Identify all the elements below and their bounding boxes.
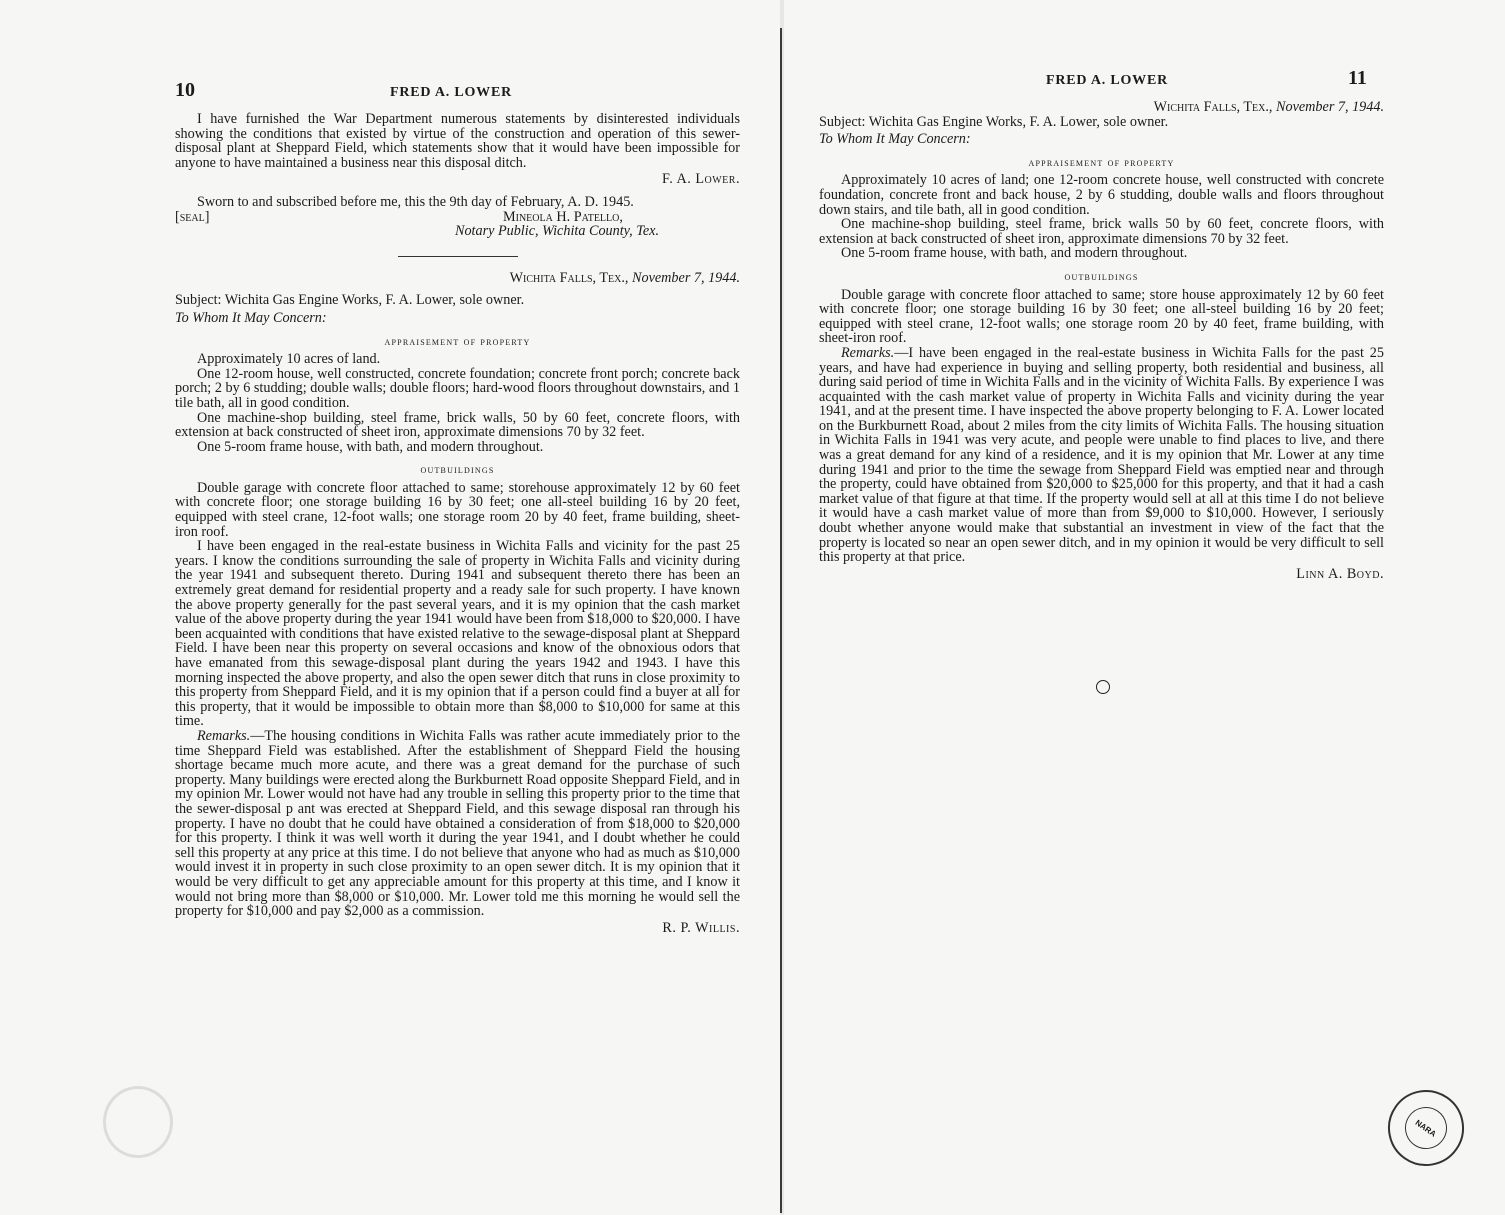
appraisal-line: One 5-room frame house, with bath, and modern throughout. xyxy=(197,438,544,455)
remarks-text: —The housing conditions in Wichita Falls was rather acute immediately prior to the time Sheppard Field was established. After the establishment of Sheppard Field the housing shortage became much more acute, and there was a great demand for the purchase of such property. Many buildings were erected along the Burkburnett Road opposite Sheppard Field, and in my opinion Mr. Lower would not have had any trouble in selling this property prior to the time that the sewer-disposal p ant was erected at Sheppard Field, and this sewage disposal ran through his property. I have no doubt that he could have obtained a consideration of from $18,000 to $20,000 for this property. I think it was well worth it during the year 1941, and I doubt whether he could sell this property at any price at this time. I do not believe that anyone who had as much as $10,000 would invest it in property in such close proximity to an open sewer ditch. It is my opinion that it would be very difficult to get any appreciable amount for this property at this time, and I know it would not bring more than $8,000 or $10,000. Mr. Lower told me this morning he would sell the property for $10,000 and pay $2,000 as a commission. xyxy=(175,727,740,920)
appraisal-line: One 5-room frame house, with bath, and modern throughout. xyxy=(841,245,1188,262)
intro-paragraph: I have furnished the War Department numerous statements by disinterested individuals showing the conditions that existed by virtue of the construction and operation of this sewer-disposal plant at Sheppard Field, which statements show that it would have been impossible for anyone to have maintained a business near this disposal ditch. xyxy=(175,111,740,171)
dateline-date: November 7, 1944. xyxy=(1276,99,1384,115)
seal-label: [seal] xyxy=(175,208,210,225)
heading-outbuildings: outbuildings xyxy=(420,462,495,477)
dateline xyxy=(819,100,1384,115)
stamp-center: NARA xyxy=(1397,1099,1455,1157)
signature-lower: F. A. Lower. xyxy=(661,171,740,188)
notary-name: Mineola H. Patello, xyxy=(503,208,623,225)
right-page-content xyxy=(819,67,1384,582)
remarks-label: Remarks. xyxy=(841,344,895,361)
dateline-place: Wichita Falls, Tex., xyxy=(509,269,629,286)
section-divider xyxy=(398,256,518,257)
remarks-paragraph xyxy=(819,346,1384,565)
running-head xyxy=(819,67,1384,100)
subject-line: Subject: Wichita Gas Engine Works, F. A. Lower, sole owner. xyxy=(819,113,1169,130)
running-head xyxy=(175,79,740,112)
salutation: To Whom It May Concern: xyxy=(175,309,327,326)
dateline-date: November 7, 1944. xyxy=(632,269,740,286)
heading-appraisement: appraisement of property xyxy=(1028,154,1175,169)
outbuildings-paragraph: Double garage with concrete floor attached to same; storehouse approximately 12 by 60 feet with concrete floor; one storage building 16 by 30 feet; one all-steel building 16 by 20 feet, equipped with steel crane, 12-foot walls; one storage room 20 by 40 feet, frame building, sheet-iron roof. xyxy=(175,479,740,540)
signature-boyd: Linn A. Boyd. xyxy=(1296,565,1384,582)
appraisal-line: Approximately 10 acres of land. xyxy=(197,351,381,368)
running-head-title: FRED A. LOWER xyxy=(390,85,513,100)
heading-appraisement: appraisement of property xyxy=(384,333,531,348)
appraisal-line: Approximately 10 acres of land; one 12-room concrete house, well constructed with concrete foundation, concrete front and back house, 2 by 6 studding, double walls and floors throughout down stairs, and tile bath, all in good condition. xyxy=(819,172,1384,218)
sworn-statement: Sworn to and subscribed before me, this the 9th day of February, A. D. 1945. xyxy=(197,193,634,210)
right-page xyxy=(784,0,1505,1215)
left-page-content xyxy=(175,79,740,936)
appraisal-line: One 12-room house, well constructed, concrete foundation; concrete front porch; concrete back porch; 2 by 6 studding; double walls; double floors; hard-wood floors throughout downstairs, and 1 tile bath, all in good condition. xyxy=(175,365,740,411)
salutation: To Whom It May Concern: xyxy=(819,131,971,148)
outbuildings-paragraph: Double garage with concrete floor attached to same; store house approximately 12 by 60 feet with concrete floor; one storage building 16 by 30 feet; one all-steel building 16 by 20 feet; equipped with steel crane, 12-foot walls; one storage room 20 by 40 feet, frame building, with sheet-iron roof. xyxy=(819,286,1384,347)
subject-line: Subject: Wichita Gas Engine Works, F. A. Lower, sole owner. xyxy=(175,292,525,309)
punch-hole-mark xyxy=(1096,680,1110,694)
page-gutter xyxy=(780,28,782,1213)
faded-stamp xyxy=(103,1086,173,1158)
notary-block xyxy=(175,210,740,239)
notary-title: Notary Public, Wichita County, Tex. xyxy=(455,223,659,240)
page-number: 11 xyxy=(1348,67,1367,89)
appraisal-line: One machine-shop building, steel frame, brick walls 50 by 60 feet, concrete floors, with extension at back constructed of sheet iron, approximate dimensions 70 by 32 feet. xyxy=(819,216,1384,247)
page-number: 10 xyxy=(175,79,195,101)
running-head-title: FRED A. LOWER xyxy=(1046,73,1169,88)
dateline xyxy=(175,271,740,286)
experience-paragraph: I have been engaged in the real-estate business in Wichita Falls and vicinity for the past 25 years. I know the conditions surrounding the sale of property in Wichita Falls and vicinity during the year 1941 and subsequent thereto. During 1941 and subsequent thereto there has been an extremely great demand for residential property and a ready sale for such property. I have known the above property generally for the past several years, and it is my opinion that the cash market value of the above property during the year 1941 would have been from $18,000 to $20,000. I have been acquainted with conditions that have existed relative to the sewage-disposal plant at Sheppard Field. I have been near this property on several occasions and know of the obnoxious odors that have emanated from this sewage-disposal plant during the years 1942 and 1943. I have this morning inspected the above property, and also the open sewer ditch that runs in close proximity to this property from Sheppard Field, and it is my opinion that if a person could find a buyer at all for this property, that it would be impossible to obtain more than $8,000 to $10,000 for same at this time. xyxy=(175,538,740,730)
dateline-place: Wichita Falls, Tex., xyxy=(1153,99,1273,115)
appraisal-line: One machine-shop building, steel frame, brick walls, 50 by 60 feet, concrete floors, with extension at back constructed of sheet iron, approximate dimensions 70 by 32 feet. xyxy=(175,409,740,441)
remarks-text: —I have been engaged in the real-estate business in Wichita Falls for the past 25 years, and have had experience in buying and selling property, both residential and business, all during said period of time in Wichita Falls and in the vicinity of Wichita Falls. By experience I was acquainted with the cash market value of property in Wichita Falls and vicinity during the year 1941, and at the present time. I have inspected the above property belonging to F. A. Lower located on the Burkburnett Road, about 2 miles from the city limits of Wichita Falls. The housing situation in Wichita Falls in 1941 was very acute, and people were unable to find places to live, and there was a great demand for any kind of a residence, and it is my opinion that Mr. Lower at any time during 1941 and prior to the time the sewage from Sheppard Field was emptied near and through the property, could have obtained from $20,000 to $25,000 for this property, and that it had a cash market value of that figure at that time. If the property would sell at all at this time I do not believe it would have a cash market value of more than from $9,000 to $10,000. However, I seriously doubt whether anyone would make that substantial an investment in view of the fact that the property is located so near an open sewer ditch, and in my opinion it would be very difficult to sell this property at that price. xyxy=(819,344,1384,566)
remarks-label: Remarks. xyxy=(197,727,251,744)
remarks-paragraph xyxy=(175,729,740,919)
heading-outbuildings: outbuildings xyxy=(1064,268,1139,283)
signature-willis: R. P. Willis. xyxy=(662,919,740,936)
